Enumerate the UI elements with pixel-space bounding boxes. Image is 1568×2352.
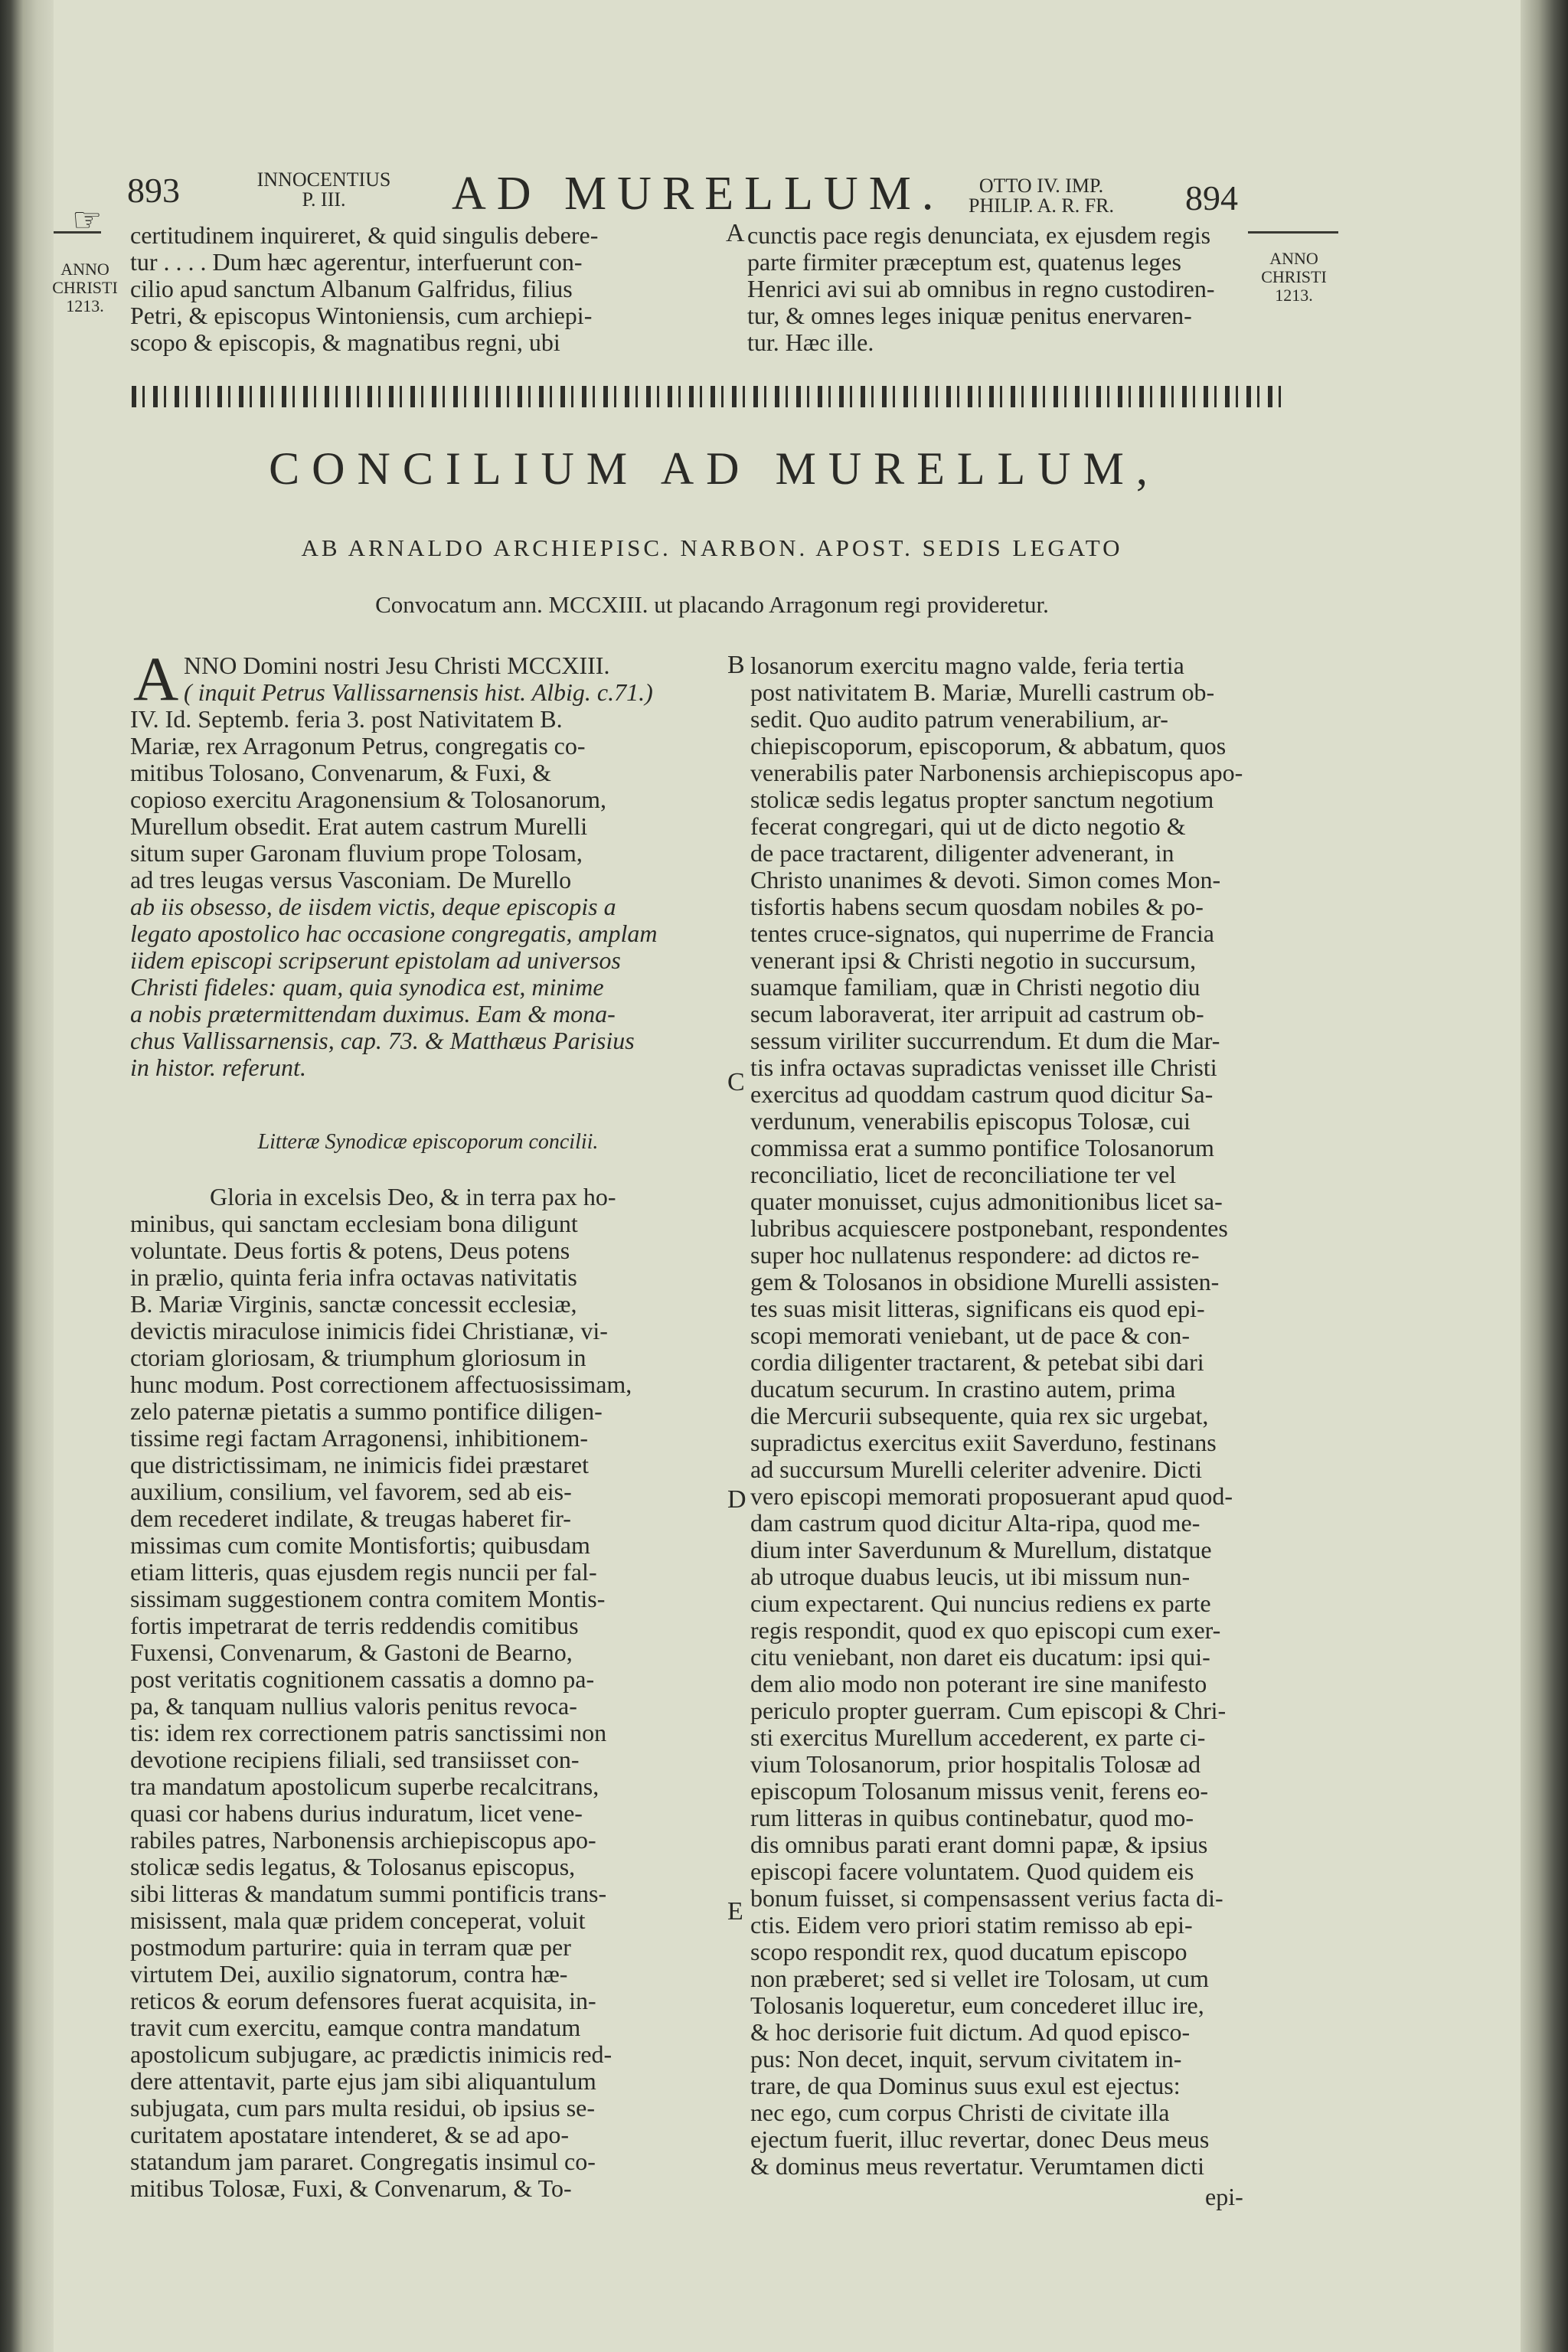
text-line: ad tres leugas versus Vasconiam. De Murello: [130, 866, 572, 893]
text-line: cilio apud sanctum Albanum Galfridus, filius: [130, 275, 573, 302]
text-line: vium Tolosanorum, prior hospitalis Tolosæ ad: [750, 1750, 1201, 1778]
text-line: stolicæ sedis legatus propter sanctum negotium: [750, 786, 1214, 813]
letter-column-left: [130, 1184, 726, 2202]
text-line: ctis. Eidem vero priori statim remisso ab epi-: [750, 1911, 1193, 1939]
text-line: super hoc nullatenus respondere: ad dictos re-: [750, 1241, 1200, 1269]
margin-letter-d: D: [727, 1485, 746, 1514]
margin-letter-a: A: [726, 219, 745, 247]
text-line: IV. Id. Septemb. feria 3. post Nativitatem B.: [130, 705, 563, 733]
text-line: tur. Hæc ille.: [747, 328, 874, 356]
text-line: periculo propter guerram. Cum episcopi & Chri-: [750, 1697, 1227, 1724]
book-edge-right: [1521, 0, 1568, 2352]
text-line: stolicæ sedis legatus, & Tolosanus episcopus,: [130, 1853, 576, 1880]
text-line: ad succursum Murelli celeriter advenire. Dicti: [750, 1455, 1202, 1483]
text-line: cium expectarent. Qui nuncius rediens ex parte: [750, 1589, 1211, 1617]
text-line: zelo paternæ pietatis a summo pontifice diligen-: [130, 1397, 603, 1425]
text-line: episcopum Tolosanum missus venit, ferens eo-: [750, 1777, 1208, 1805]
book-gutter-left: [0, 0, 54, 2352]
text-line: Tolosanis loqueretur, eum concederet illuc ire,: [750, 1991, 1204, 2019]
text-line: sedit. Quo audito patrum venerabilium, ar-: [750, 705, 1168, 733]
text-line: tur, & omnes leges iniquæ penitus enervaren-: [747, 302, 1192, 329]
text-line: hunc modum. Post correctionem affectuosissimam,: [130, 1370, 632, 1398]
text-line: de pace tractarent, diligenter advenerant, in: [750, 839, 1174, 867]
text-line: trare, de qua Dominus suus exul est ejectus:: [750, 2072, 1181, 2099]
text-line: chiepiscoporum, episcoporum, & abbatum, quos: [750, 732, 1227, 760]
text-line: & hoc derisorie fuit dictum. Ad quod episco-: [750, 2018, 1191, 2046]
text-line: ejectum fuerit, illuc revertar, donec Deus meus: [750, 2125, 1210, 2153]
anno-year: 1213.: [1275, 286, 1313, 305]
text-line: devotione recipiens filiali, sed transiisset con-: [130, 1746, 580, 1773]
text-line: verdunum, venerabilis episcopus Tolosæ, cui: [750, 1107, 1191, 1135]
text-line: pa, & tanquam nullius valoris penitus revoca-: [130, 1692, 577, 1720]
text-line: sessum viriliter succurrendum. Et dum die Mar-: [750, 1027, 1220, 1054]
text-line: dem recederet indilate, & treugas haberet fir-: [130, 1504, 571, 1532]
margin-letter-b: B: [727, 651, 745, 679]
anno-year: 1213.: [66, 296, 104, 315]
text-line: tisfortis habens secum quosdam nobiles & po-: [750, 893, 1204, 920]
text-line: copioso exercitu Aragonensium & Tolosanorum,: [130, 786, 606, 813]
text-line: parte firmiter præceptum est, quatenus leges: [747, 248, 1181, 276]
chapter-title: CONCILIUM AD MURELLUM,: [269, 443, 1160, 494]
text-line: tis: idem rex correctionem patris sanctissimi non: [130, 1719, 607, 1746]
text-line: situm super Garonam fluvium prope Tolosam,: [130, 839, 583, 867]
text-line: dere attentavit, parte ejus jam sibi aliquantulum: [130, 2067, 596, 2095]
margin-letter-c: C: [727, 1068, 745, 1096]
text-line: apostolicum subjugare, ac prædictis inimicis red-: [130, 2040, 612, 2068]
top-column-right: [747, 222, 1283, 356]
pope-name: INNOCENTIUS: [256, 168, 391, 191]
text-line: nec ego, cum corpus Christi de civitate illa: [750, 2099, 1170, 2126]
text-line: missimas cum comite Montisfortis; quibusdam: [130, 1531, 590, 1559]
running-title: AD MURELLUM.: [452, 168, 945, 220]
catchword: epi-: [1205, 2183, 1243, 2210]
emperor-line: OTTO IV. IMP.: [978, 175, 1104, 197]
text-line: tissime regi factam Arragonensi, inhibitionem-: [130, 1424, 589, 1452]
text-line: post veritatis cognitionem cassatis a domno pa-: [130, 1665, 595, 1693]
text-line: post nativitatem B. Mariæ, Murelli castrum ob-: [750, 678, 1215, 706]
text-line: a nobis prætermittendam duximus. Eam & mona-: [130, 1000, 616, 1027]
text-line: B. Mariæ Virginis, sanctæ concessit ecclesiæ,: [130, 1290, 577, 1318]
book-page: [54, 0, 1521, 2352]
text-line: supradictus exercitus exiit Saverduno, festinans: [750, 1429, 1217, 1456]
text-line: losanorum exercitu magno valde, feria tertia: [750, 652, 1184, 679]
chapter-description: Convocatum ann. MCCXIII. ut placando Arragonum regi provideretur.: [375, 591, 1049, 618]
text-line: sibi litteras & mandatum summi pontificis trans-: [130, 1880, 607, 1907]
text-line: cunctis pace regis denunciata, ex ejusdem regis: [747, 221, 1211, 249]
text-line: dium inter Saverdunum & Murellum, distatque: [750, 1536, 1212, 1563]
pope-label: [251, 170, 397, 210]
christi-word: CHRISTI: [1261, 267, 1327, 286]
text-line: quasi cor habens durius induratum, licet vene-: [130, 1799, 583, 1827]
text-line: que districtissimam, ne inimicis fidei præstaret: [130, 1451, 589, 1478]
anno-word: ANNO: [1269, 249, 1318, 268]
anno-word: ANNO: [60, 260, 109, 279]
text-line: scopi memorati veniebant, ut de pace & con-: [750, 1321, 1191, 1349]
text-line: Gloria in excelsis Deo, & in terra pax ho-: [210, 1183, 616, 1210]
text-line: tentes cruce-signatos, qui nuperrime de Francia: [750, 920, 1214, 947]
text-line: venerant ipsi & Christi negotio in succursum,: [750, 946, 1197, 974]
text-line: gem & Tolosanos in obsidione Murelli assisten-: [750, 1268, 1220, 1295]
text-line: dis omnibus parati erant domni papæ, & ipsius: [750, 1831, 1208, 1858]
text-line: fortis impetrarat de terris reddendis comitibus: [130, 1612, 579, 1639]
page-number-left: 893: [127, 171, 180, 210]
text-line: voluntate. Deus fortis & potens, Deus potens: [130, 1236, 570, 1264]
margin-letter-e: E: [727, 1897, 743, 1926]
text-line: rabiles patres, Narbonensis archiepiscopus apo-: [130, 1826, 596, 1854]
text-line: cordia diligenter tractarent, & petebat sibi dari: [750, 1348, 1204, 1376]
text-line: regis respondit, quod ex quo episcopi cum exer-: [750, 1616, 1221, 1644]
text-line: ( inquit Petrus Vallissarnensis hist. Albig. c.71.): [184, 678, 653, 706]
text-line: sti exercitus Murellum accederent, ex parte ci-: [750, 1723, 1206, 1751]
drop-cap: A: [133, 644, 179, 714]
text-line: in histor. referunt.: [130, 1054, 306, 1081]
text-line: rum litteras in quibus continebatur, quod mo-: [750, 1804, 1194, 1831]
text-line: ab utroque duabus leucis, ut ibi missum nun-: [750, 1563, 1191, 1590]
top-column-left: [130, 222, 724, 356]
text-line: ab iis obsesso, de iisdem victis, deque episcopis a: [130, 893, 616, 920]
text-line: & dominus meus revertatur. Verumtamen dicti: [750, 2152, 1205, 2180]
text-line: sissimam suggestionem contra comitem Montis-: [130, 1585, 606, 1612]
text-line: travit cum exercitu, eamque contra mandatum: [130, 2014, 581, 2041]
text-line: tur . . . . Dum hæc agerentur, interfuerunt con-: [130, 248, 583, 276]
text-line: legato apostolico hac occasione congregatis, amplam: [130, 920, 658, 947]
text-line: non præberet; sed si vellet ire Tolosam, ut cum: [750, 1965, 1209, 1992]
text-line: exercitus ad quoddam castrum quod dicitur Sa-: [750, 1080, 1214, 1108]
text-line: tis infra octavas supradictas venisset ille Christi: [750, 1054, 1217, 1081]
text-line: suamque familiam, quæ in Christi negotio diu: [750, 973, 1200, 1001]
text-line: dam castrum quod dicitur Alta-ripa, quod me-: [750, 1509, 1200, 1537]
text-line: episcopi facere voluntatem. Quod quidem eis: [750, 1857, 1194, 1885]
text-line: bonum fuisset, si compensassent verius facta di-: [750, 1884, 1223, 1912]
decorative-border: [132, 386, 1288, 407]
text-line: Christo unanimes & devoti. Simon comes Mon-: [750, 866, 1221, 893]
text-line: statandum jam pararet. Congregatis insimul co-: [130, 2148, 596, 2175]
main-column-left: [130, 652, 726, 1081]
main-column-right: [750, 652, 1288, 2180]
text-line: misissent, mala quæ pridem conceperat, voluit: [130, 1906, 586, 1934]
emperor-label: [934, 176, 1148, 216]
text-line: vero episcopi memorati proposuerant apud quod-: [750, 1482, 1233, 1510]
pointing-hand-icon: ☞: [72, 201, 103, 239]
text-line: secum laboraverat, iter arripuit ad castrum ob-: [750, 1000, 1204, 1027]
text-line: pus: Non decet, inquit, servum civitatem in-: [750, 2045, 1182, 2073]
christi-word: CHRISTI: [52, 278, 118, 297]
text-line: fecerat congregari, qui ut de dicto negotio &: [750, 812, 1186, 840]
text-line: tra mandatum apostolicum superbe recalcitrans,: [130, 1772, 599, 1800]
text-line: mitibus Tolosæ, Fuxi, & Convenarum, & To-: [130, 2174, 572, 2202]
text-line: Murellum obsedit. Erat autem castrum Murelli: [130, 812, 588, 840]
text-line: auxilium, consilium, vel favorem, sed ab eis-: [130, 1478, 572, 1505]
text-line: reticos & eorum defensores fuerat acquisita, in-: [130, 1987, 596, 2014]
text-line: curitatem apostatare intenderet, & se ad apo-: [130, 2121, 570, 2148]
text-line: chus Vallissarnensis, cap. 73. & Matthæus Parisius: [130, 1027, 635, 1054]
text-line: scopo respondit rex, quod ducatum episcopo: [750, 1938, 1187, 1965]
text-line: NNO Domini nostri Jesu Christi MCCXIII.: [184, 652, 610, 679]
text-line: Mariæ, rex Arragonum Petrus, congregatis co-: [130, 732, 586, 760]
text-line: citu veniebant, non daret eis ducatum: ipsi qui-: [750, 1643, 1210, 1671]
text-line: dem alio modo non poterant ire sine manifesto: [750, 1670, 1207, 1697]
text-line: virtutem Dei, auxilio signatorum, contra hæ-: [130, 1960, 568, 1988]
text-line: devictis miraculose inimicis fidei Christianæ, vi-: [130, 1317, 608, 1344]
text-line: lubribus acquiescere postponebant, respondentes: [750, 1214, 1228, 1242]
king-line: PHILIP. A. R. FR.: [969, 194, 1114, 217]
pope-number: P. III.: [302, 188, 346, 211]
text-line: mitibus Tolosano, Convenarum, & Fuxi, &: [130, 759, 552, 786]
text-line: in prælio, quinta feria infra octavas nativitatis: [130, 1263, 577, 1291]
chapter-subtitle: AB ARNALDO ARCHIEPISC. NARBON. APOST. SEDIS LEGATO: [301, 534, 1123, 561]
text-line: Fuxensi, Convenarum, & Gastoni de Bearno,: [130, 1638, 573, 1666]
text-line: iidem episcopi scripserunt epistolam ad universos: [130, 946, 621, 974]
text-line: ctoriam gloriosam, & triumphum gloriosum in: [130, 1344, 586, 1371]
text-line: etiam litteris, quas ejusdem regis nuncii per fal-: [130, 1558, 597, 1586]
text-line: quater monuisset, cujus admonitionibus licet sa-: [750, 1187, 1223, 1215]
text-line: postmodum parturire: quia in terram quæ per: [130, 1933, 571, 1961]
text-line: commissa erat a summo pontifice Tolosanorum: [750, 1134, 1214, 1161]
section-heading: Litteræ Synodicæ episcoporum concilii.: [257, 1130, 599, 1154]
text-line: certitudinem inquireret, & quid singulis debere-: [130, 221, 599, 249]
text-line: Christi fideles: quam, quia synodica est, minime: [130, 973, 604, 1001]
text-line: minibus, qui sanctam ecclesiam bona diligunt: [130, 1210, 578, 1237]
text-line: ducatum securum. In crastino autem, prima: [750, 1375, 1176, 1403]
text-line: Henrici avi sui ab omnibus in regno custodiren-: [747, 275, 1215, 302]
text-line: die Mercurii subsequente, quia rex sic urgebat,: [750, 1402, 1209, 1429]
text-line: scopo & episcopis, & magnatibus regni, ubi: [130, 328, 560, 356]
text-line: venerabilis pater Narbonensis archiepiscopus apo-: [750, 759, 1243, 786]
anno-left: [43, 260, 127, 315]
text-line: tes suas misit litteras, significans eis quod epi-: [750, 1295, 1205, 1322]
text-line: Petri, & episcopus Wintoniensis, cum archiepi-: [130, 302, 593, 329]
page-number-right: 894: [1185, 178, 1238, 217]
text-line: subjugata, cum pars multa residui, ob ipsius se-: [130, 2094, 596, 2122]
text-line: reconciliatio, licet de reconciliatione ter vel: [750, 1161, 1177, 1188]
